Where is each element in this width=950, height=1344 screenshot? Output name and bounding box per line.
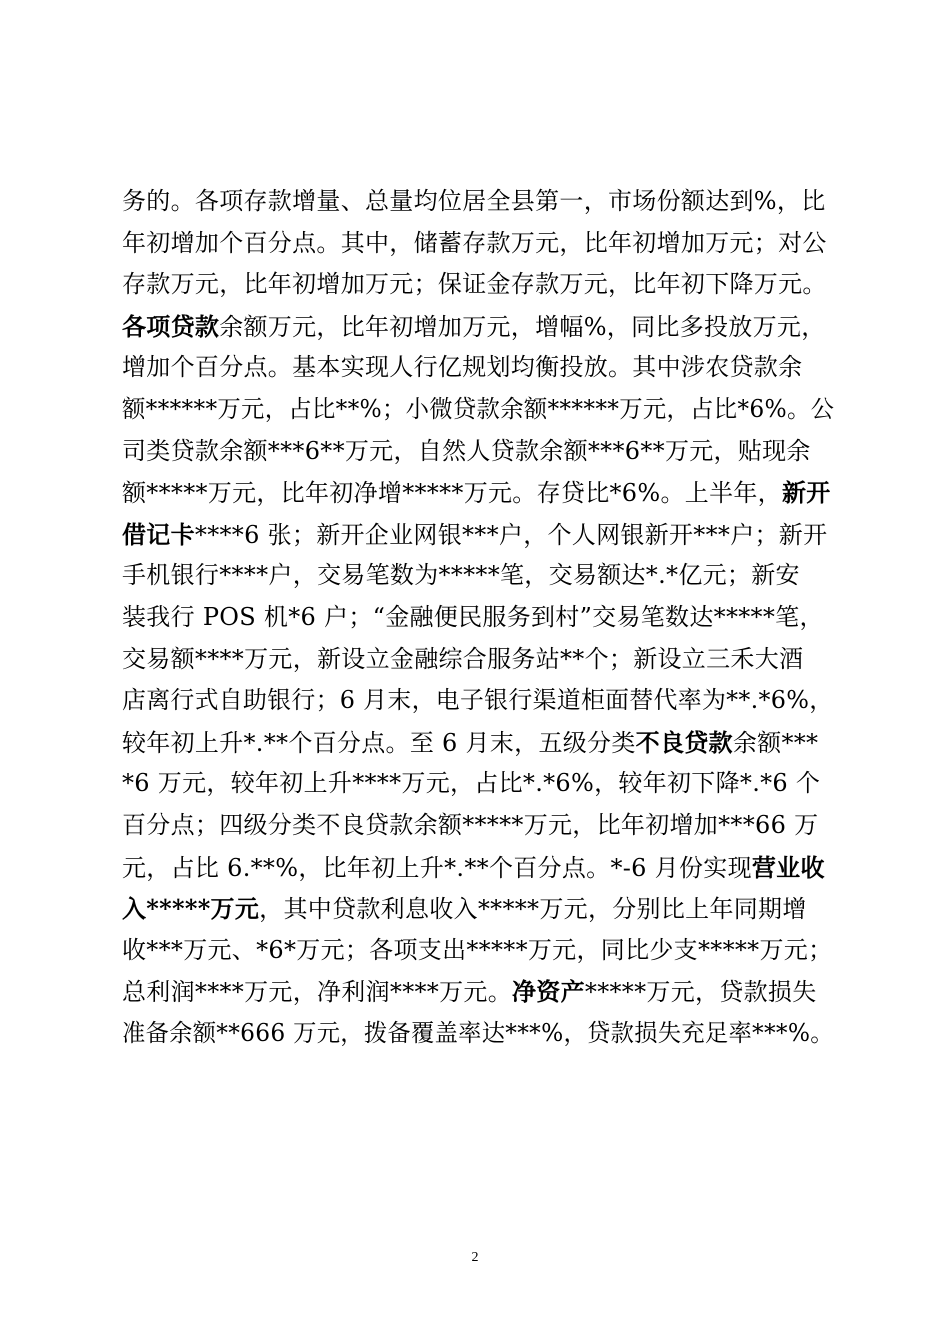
text-line [122,555,834,597]
text-segment: 司类贷款余额***6**万元，自然人贷款余额***6**万元，贴现余 [122,436,811,465]
text-segment: 额******万元，占比**%；小微贷款余额******万元，占比*6%。公 [122,394,835,423]
text-line [122,930,834,972]
text-line [122,1013,834,1055]
text-line [122,847,834,889]
body-paragraph [122,181,834,1054]
text-line [122,389,835,431]
bold-keyword: 营业收 [751,852,825,882]
text-line [122,763,834,805]
text-line [122,722,834,764]
text-segment: 增加个百分点。基本实现人行亿规划均衡投放。其中涉农贷款余 [122,353,803,382]
text-line [122,597,834,639]
text-segment: 准备余额**666 万元，拨备覆盖率达***%，贷款损失充足率***%。 [122,1018,834,1047]
text-segment: 交易额****万元，新设立金融综合服务站**个；新设立三禾大酒 [122,644,804,673]
page-number: 2 [471,1250,479,1265]
text-segment: ，其中贷款利息收入*****万元，分别比上年同期增 [259,895,807,924]
text-segment: 装我行 POS 机*6 户；“金融便民服务到村”交易笔数达*****笔， [122,602,824,631]
text-line [122,223,834,265]
text-line [122,514,834,556]
text-segment: 余额万元，比年初增加万元，增幅%，同比多投放万元， [219,312,826,341]
bold-keyword: 不良贷款 [635,727,733,757]
text-segment: 年初增加个百分点。其中，储蓄存款万元，比年初增加万元；对公 [122,228,827,257]
bold-keyword: 新开 [781,478,831,508]
bold-keyword: 各项贷款 [122,311,220,341]
text-segment: 余额*** [732,728,819,757]
text-segment: 收***万元、*6*万元；各项支出*****万元，同比少支*****万元； [122,935,833,964]
text-segment: *****万元，贷款损失 [584,978,817,1007]
text-line [122,680,834,722]
text-line [122,971,834,1013]
text-segment: 总利润****万元，净利润****万元。 [122,978,512,1007]
text-line [122,431,834,473]
text-segment: 额*****万元，比年初净增*****万元。存贷比*6%。上半年， [122,479,782,508]
text-line [122,264,834,306]
bold-keyword: 借记卡 [122,519,195,549]
text-segment: 百分点；四级分类不良贷款余额*****万元，比年初增加***66 万 [122,810,819,839]
bold-keyword: 入*****万元 [122,894,260,924]
text-segment: 较年初上升*.**个百分点。至 6 月末，五级分类 [122,728,636,757]
text-line [122,306,834,348]
text-segment: 元，占比 6.**%，比年初上升*.**个百分点。*-6 月份实现 [122,853,752,882]
text-segment: 店离行式自助银行；6 月末，电子银行渠道柜面替代率为**.*6%， [122,686,834,715]
text-segment: 存款万元，比年初增加万元；保证金存款万元，比年初下降万元。 [122,270,827,299]
text-line [122,181,834,223]
text-line [122,805,834,847]
bold-keyword: 净资产 [512,977,585,1007]
text-line [122,888,834,930]
text-line [122,472,834,514]
text-segment: *6 万元，较年初上升****万元，占比*.*6%，较年初下降*.*6 个 [122,769,821,798]
text-segment: 手机银行****户，交易笔数为*****笔，交易额达*.*亿元；新安 [122,561,800,590]
text-segment: ****6 张；新开企业网银***户，个人网银新开***户；新开 [194,520,828,549]
text-segment: 务的。各项存款增量、总量均位居全县第一，市场份额达到%，比 [122,187,826,215]
text-line [122,639,834,681]
text-line [122,347,834,389]
